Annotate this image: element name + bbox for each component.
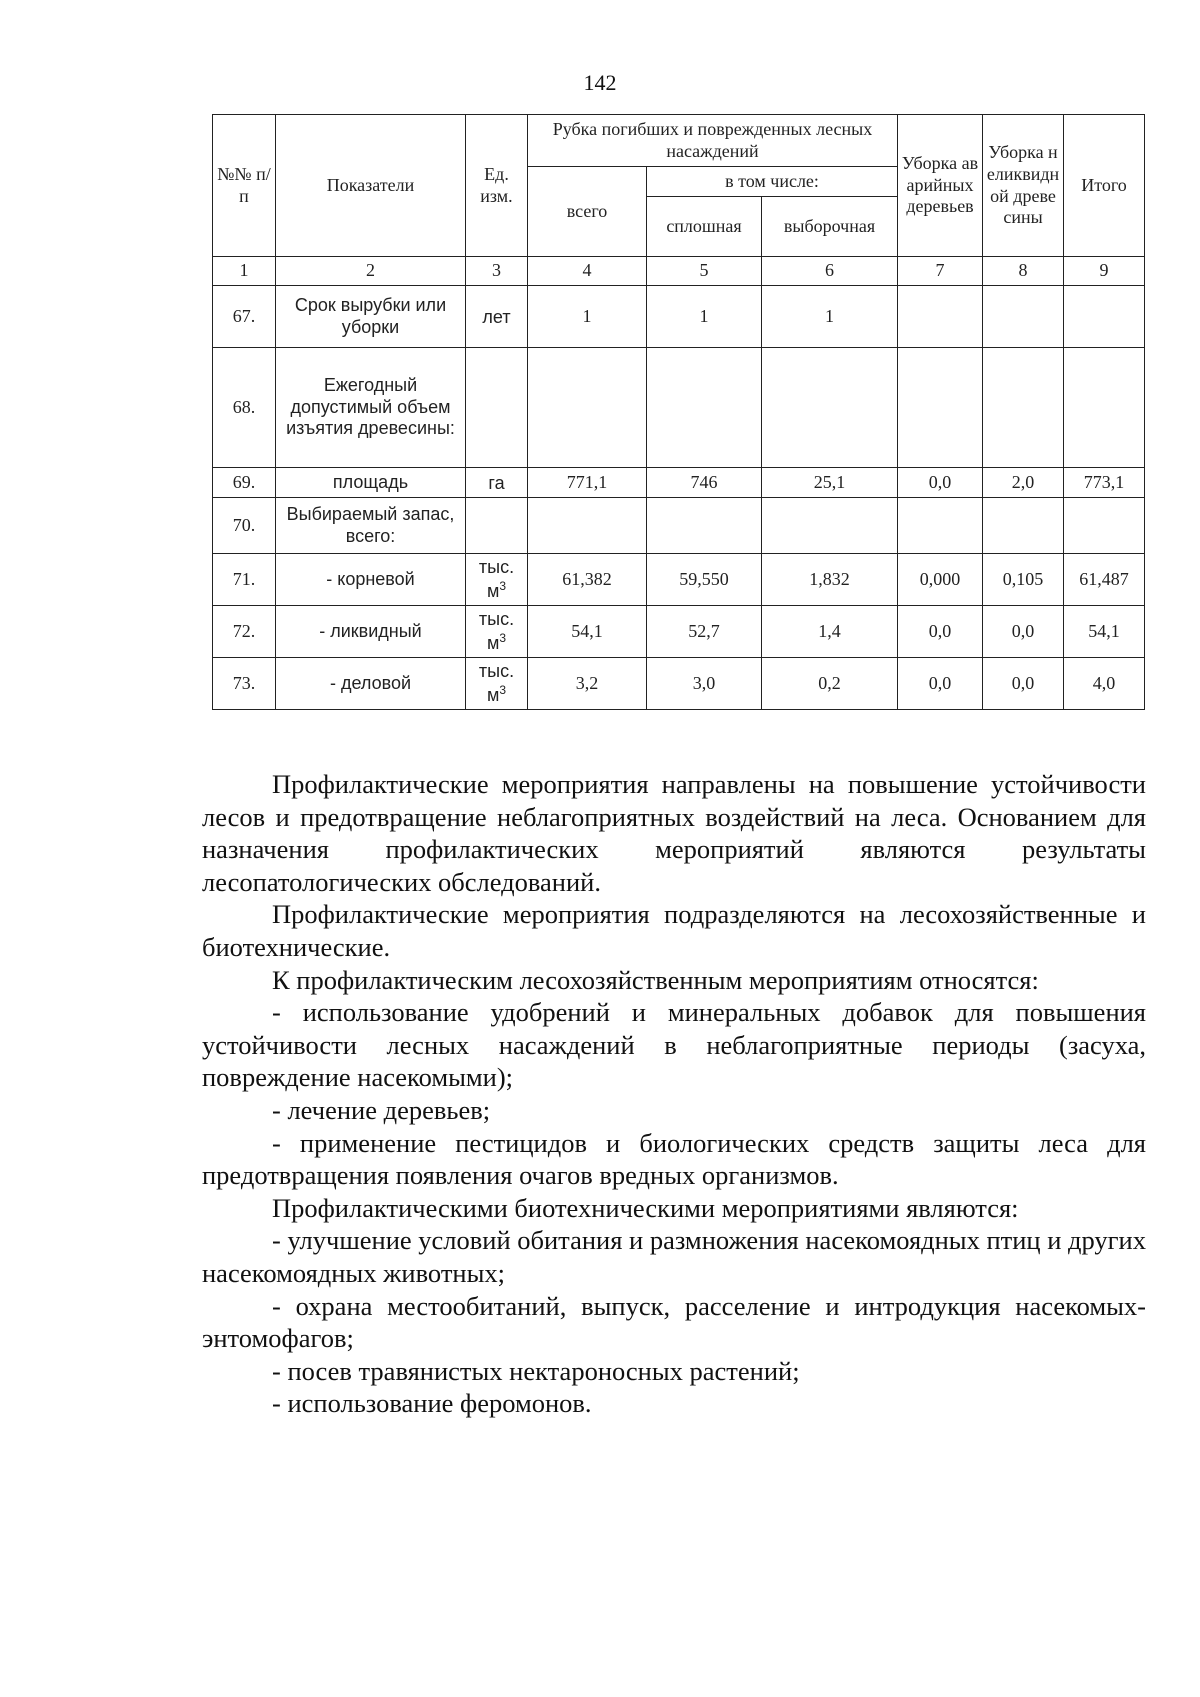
table-row: [213, 658, 1145, 710]
header-emergency: Уборка аварийных деревьев: [898, 115, 983, 257]
row-label: - ликвидный: [276, 606, 466, 658]
column-number: 7: [898, 257, 983, 286]
column-number: 6: [762, 257, 898, 286]
table-row: [213, 554, 1145, 606]
row-number: 73.: [213, 658, 276, 710]
row-label: Выбираемый запас, всего:: [276, 498, 466, 554]
row-number: 71.: [213, 554, 276, 606]
paragraph: Профилактическими биотехническими мероприятиями являются:: [272, 1192, 1019, 1223]
value-cell: 54,1: [528, 606, 647, 658]
unit-text: га: [488, 472, 505, 493]
value-cell: [983, 498, 1064, 554]
unit-superscript: 3: [499, 578, 507, 593]
value-cell: 1: [528, 286, 647, 348]
value-cell: 61,382: [528, 554, 647, 606]
value-cell: 1,832: [762, 554, 898, 606]
header-selective: выборочная: [762, 197, 898, 257]
row-unit: [466, 498, 528, 554]
column-number: 2: [276, 257, 466, 286]
value-cell: [1064, 498, 1145, 554]
row-number: 68.: [213, 348, 276, 468]
value-cell: [1064, 286, 1145, 348]
header-itogo: Итого: [1064, 115, 1145, 257]
value-cell: 773,1: [1064, 468, 1145, 498]
forest-measures-table: [212, 114, 1145, 710]
column-number: 3: [466, 257, 528, 286]
table-row: [213, 286, 1145, 348]
value-cell: [647, 498, 762, 554]
value-cell: 771,1: [528, 468, 647, 498]
value-cell: [762, 498, 898, 554]
unit-text: тыс. м: [478, 660, 515, 705]
header-nonliquid: Уборка неликвидной древесины: [983, 115, 1064, 257]
row-label: Ежегодный допустимый объем изъятия древесины:: [276, 348, 466, 468]
header-clear: сплошная: [647, 197, 762, 257]
unit-text: тыс. м: [478, 556, 515, 601]
header-including: в том числе:: [647, 167, 898, 197]
row-number: 69.: [213, 468, 276, 498]
value-cell: [647, 348, 762, 468]
paragraph: Профилактические мероприятия подразделяются на лесохозяйственные и биотехнические.: [202, 899, 1146, 962]
value-cell: [528, 348, 647, 468]
value-cell: 0,0: [898, 468, 983, 498]
row-label: - корневой: [276, 554, 466, 606]
header-num: №№ п/п: [213, 115, 276, 257]
value-cell: 52,7: [647, 606, 762, 658]
unit-superscript: 3: [499, 682, 507, 697]
table-row: [213, 468, 1145, 498]
unit-text: лет: [482, 306, 511, 327]
value-cell: [898, 348, 983, 468]
value-cell: [762, 348, 898, 468]
header-felling-group: Рубка погибших и поврежденных лесных насаждений: [528, 115, 898, 167]
header-total-felling: всего: [528, 167, 647, 257]
table-row: [213, 348, 1145, 468]
value-cell: 1: [647, 286, 762, 348]
column-number: 9: [1064, 257, 1145, 286]
row-unit: [466, 658, 528, 710]
paragraph: К профилактическим лесохозяйственным мероприятиям относятся:: [272, 964, 1039, 995]
row-label: площадь: [276, 468, 466, 498]
value-cell: 54,1: [1064, 606, 1145, 658]
value-cell: [898, 498, 983, 554]
value-cell: [983, 348, 1064, 468]
paragraph: - использование феромонов.: [272, 1388, 592, 1419]
row-number: 72.: [213, 606, 276, 658]
value-cell: 59,550: [647, 554, 762, 606]
unit-text: тыс. м: [478, 608, 515, 653]
value-cell: 4,0: [1064, 658, 1145, 710]
value-cell: [1064, 348, 1145, 468]
value-cell: 0,0: [983, 606, 1064, 658]
value-cell: 0,0: [898, 658, 983, 710]
value-cell: 2,0: [983, 468, 1064, 498]
value-cell: 3,0: [647, 658, 762, 710]
column-number: 5: [647, 257, 762, 286]
paragraph: - охрана местообитаний, выпуск, расселение и интродукция насекомых-энтомофагов;: [202, 1290, 1146, 1354]
value-cell: [983, 286, 1064, 348]
column-number: 1: [213, 257, 276, 286]
row-number: 70.: [213, 498, 276, 554]
row-label: Срок вырубки или уборки: [276, 286, 466, 348]
row-unit: [466, 606, 528, 658]
value-cell: 0,0: [898, 606, 983, 658]
paragraph: - посев травянистых нектароносных растений;: [272, 1355, 800, 1386]
row-number: 67.: [213, 286, 276, 348]
header-indicator: Показатели: [276, 115, 466, 257]
value-cell: 25,1: [762, 468, 898, 498]
row-unit: [466, 286, 528, 348]
row-unit: [466, 348, 528, 468]
body-text: [202, 768, 1146, 1420]
table-row: [213, 498, 1145, 554]
value-cell: 0,105: [983, 554, 1064, 606]
row-unit: [466, 468, 528, 498]
unit-superscript: 3: [499, 630, 507, 645]
paragraph: Профилактические мероприятия направлены на повышение устойчивости лесов и предотвращение неблагоприятных воздействий на леса. Основанием для назначения профилактических мероприятий являются результаты лесопатологических обследований.: [202, 769, 1146, 897]
value-cell: 0,0: [983, 658, 1064, 710]
value-cell: 1,4: [762, 606, 898, 658]
value-cell: 746: [647, 468, 762, 498]
value-cell: [898, 286, 983, 348]
row-label: - деловой: [276, 658, 466, 710]
value-cell: 61,487: [1064, 554, 1145, 606]
paragraph: - лечение деревьев;: [272, 1094, 491, 1125]
value-cell: [528, 498, 647, 554]
page-number: 142: [583, 70, 617, 95]
value-cell: 0,000: [898, 554, 983, 606]
table-row: [213, 606, 1145, 658]
paragraph: - использование удобрений и минеральных добавок для повышения устойчивости лесных насаждений в неблагоприятные периоды (засуха, повреждение насекомыми);: [202, 997, 1146, 1093]
column-number: 8: [983, 257, 1064, 286]
paragraph: - применение пестицидов и биологических средств защиты леса для предотвращения появления очагов вредных организмов.: [202, 1127, 1146, 1191]
header-unit: Ед. изм.: [466, 115, 528, 257]
value-cell: 3,2: [528, 658, 647, 710]
paragraph: - улучшение условий обитания и размножения насекомоядных птиц и других насекомоядных животных;: [202, 1225, 1146, 1288]
column-numbers-row: [213, 257, 1145, 286]
row-unit: [466, 554, 528, 606]
column-number: 4: [528, 257, 647, 286]
value-cell: 1: [762, 286, 898, 348]
value-cell: 0,2: [762, 658, 898, 710]
